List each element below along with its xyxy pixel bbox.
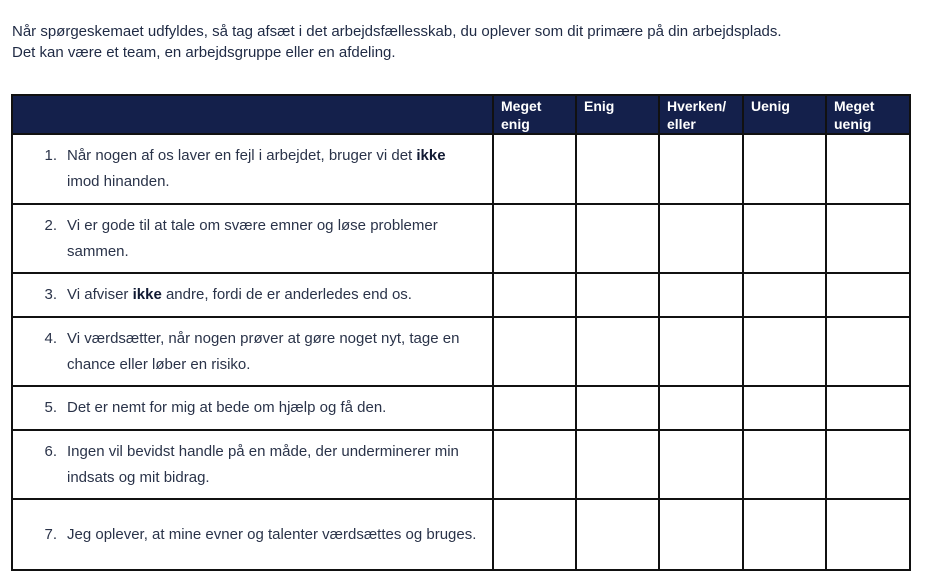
table-row [12, 386, 910, 430]
answer-cell-uenig[interactable] [743, 273, 826, 317]
answer-cell-enig[interactable] [576, 317, 659, 386]
statement-cell [12, 386, 493, 430]
answer-cell-meget-enig[interactable] [493, 499, 576, 570]
statement-text [67, 143, 480, 195]
answer-cell-enig[interactable] [576, 134, 659, 204]
statement-emphasis: ikke [132, 286, 162, 303]
intro-line-1: Når spørgeskemaet udfyldes, så tag afsæt i det arbejdsfællesskab, du oplever som dit primære på din arbejdsplads. [12, 23, 782, 40]
statement-number: 1. [44, 147, 57, 164]
table-row [12, 430, 910, 499]
answer-cell-uenig[interactable] [743, 430, 826, 499]
answer-cell-meget-uenig[interactable] [826, 499, 910, 570]
statement-text [67, 395, 480, 421]
statement-number: 5. [44, 399, 57, 416]
statement-number: 3. [44, 286, 57, 303]
statement-text-part: Ingen vil bevidst handle på en måde, der underminerer min indsats og mit bidrag. [67, 442, 459, 486]
statement-text-part: Vi afviser [67, 286, 133, 303]
statement-number: 6. [44, 442, 57, 460]
answer-cell-meget-enig[interactable] [493, 134, 576, 204]
answer-cell-enig[interactable] [576, 204, 659, 273]
statement-text-part: Vi er gode til at tale om svære emner og løse problemer sammen. [67, 216, 438, 260]
answer-cell-enig[interactable] [576, 386, 659, 430]
answer-cell-uenig[interactable] [743, 499, 826, 570]
statement-number: 2. [44, 216, 57, 234]
statement-number: 7. [44, 525, 57, 543]
statement-cell [12, 273, 493, 317]
statement-text [67, 522, 480, 548]
answer-cell-meget-uenig[interactable] [826, 317, 910, 386]
survey-body [12, 134, 910, 570]
answer-cell-meget-uenig[interactable] [826, 273, 910, 317]
header-enig: Enig [576, 95, 659, 134]
statement-number: 4. [44, 329, 57, 347]
statement-text [67, 439, 480, 491]
table-row [12, 317, 910, 386]
statement-text [67, 213, 480, 265]
answer-cell-uenig[interactable] [743, 134, 826, 204]
statement-cell [12, 134, 493, 204]
answer-cell-enig[interactable] [576, 499, 659, 570]
statement-wrap [13, 213, 480, 265]
statement-wrap [13, 326, 480, 378]
answer-cell-meget-uenig[interactable] [826, 386, 910, 430]
statement-text [67, 282, 480, 308]
answer-cell-meget-uenig[interactable] [826, 204, 910, 273]
table-row [12, 134, 910, 204]
answer-cell-hverken-eller[interactable] [659, 204, 743, 273]
answer-cell-hverken-eller[interactable] [659, 386, 743, 430]
answer-cell-meget-enig[interactable] [493, 204, 576, 273]
header-meget-uenig: Meget uenig [826, 95, 910, 134]
answer-cell-meget-enig[interactable] [493, 317, 576, 386]
table-row [12, 273, 910, 317]
statement-text-part: Når nogen af os laver en fejl i arbejdet, bruger vi det [67, 147, 417, 164]
answer-cell-hverken-eller[interactable] [659, 317, 743, 386]
header-statement-column [12, 95, 493, 134]
statement-cell [12, 204, 493, 273]
header-meget-enig: Meget enig [493, 95, 576, 134]
statement-wrap [13, 395, 480, 421]
survey-table [11, 94, 911, 571]
answer-cell-meget-enig[interactable] [493, 430, 576, 499]
header-row [12, 95, 910, 134]
statement-text-part: imod hinanden. [67, 173, 170, 190]
statement-cell [12, 499, 493, 570]
statement-text-part: andre, fordi de er anderledes end os. [161, 286, 412, 303]
answer-cell-uenig[interactable] [743, 317, 826, 386]
header-uenig: Uenig [743, 95, 826, 134]
table-row [12, 499, 910, 570]
answer-cell-enig[interactable] [576, 430, 659, 499]
statement-wrap [13, 143, 480, 195]
answer-cell-meget-uenig[interactable] [826, 134, 910, 204]
table-row [12, 204, 910, 273]
statement-text-part: Det er nemt for mig at bede om hjælp og få den. [67, 399, 387, 416]
statement-text-part: Vi værdsætter, når nogen prøver at gøre noget nyt, tage en chance eller løber en risiko. [67, 329, 460, 373]
answer-cell-uenig[interactable] [743, 386, 826, 430]
statement-text-part: Jeg oplever, at mine evner og talenter værdsættes og bruges. [67, 525, 477, 543]
answer-cell-meget-enig[interactable] [493, 273, 576, 317]
intro-line-2: Det kan være et team, en arbejdsgruppe eller en afdeling. [12, 44, 396, 61]
statement-text [67, 326, 480, 378]
statement-wrap [13, 439, 480, 491]
answer-cell-hverken-eller[interactable] [659, 134, 743, 204]
header-hverken-eller: Hverken/ eller [659, 95, 743, 134]
intro-text [12, 21, 932, 63]
answer-cell-hverken-eller[interactable] [659, 273, 743, 317]
answer-cell-uenig[interactable] [743, 204, 826, 273]
answer-cell-meget-uenig[interactable] [826, 430, 910, 499]
statement-cell [12, 317, 493, 386]
statement-wrap [13, 282, 480, 308]
answer-cell-hverken-eller[interactable] [659, 499, 743, 570]
answer-cell-hverken-eller[interactable] [659, 430, 743, 499]
answer-cell-meget-enig[interactable] [493, 386, 576, 430]
answer-cell-enig[interactable] [576, 273, 659, 317]
statement-cell [12, 430, 493, 499]
statement-emphasis: ikke [416, 147, 446, 164]
statement-wrap [13, 522, 480, 548]
